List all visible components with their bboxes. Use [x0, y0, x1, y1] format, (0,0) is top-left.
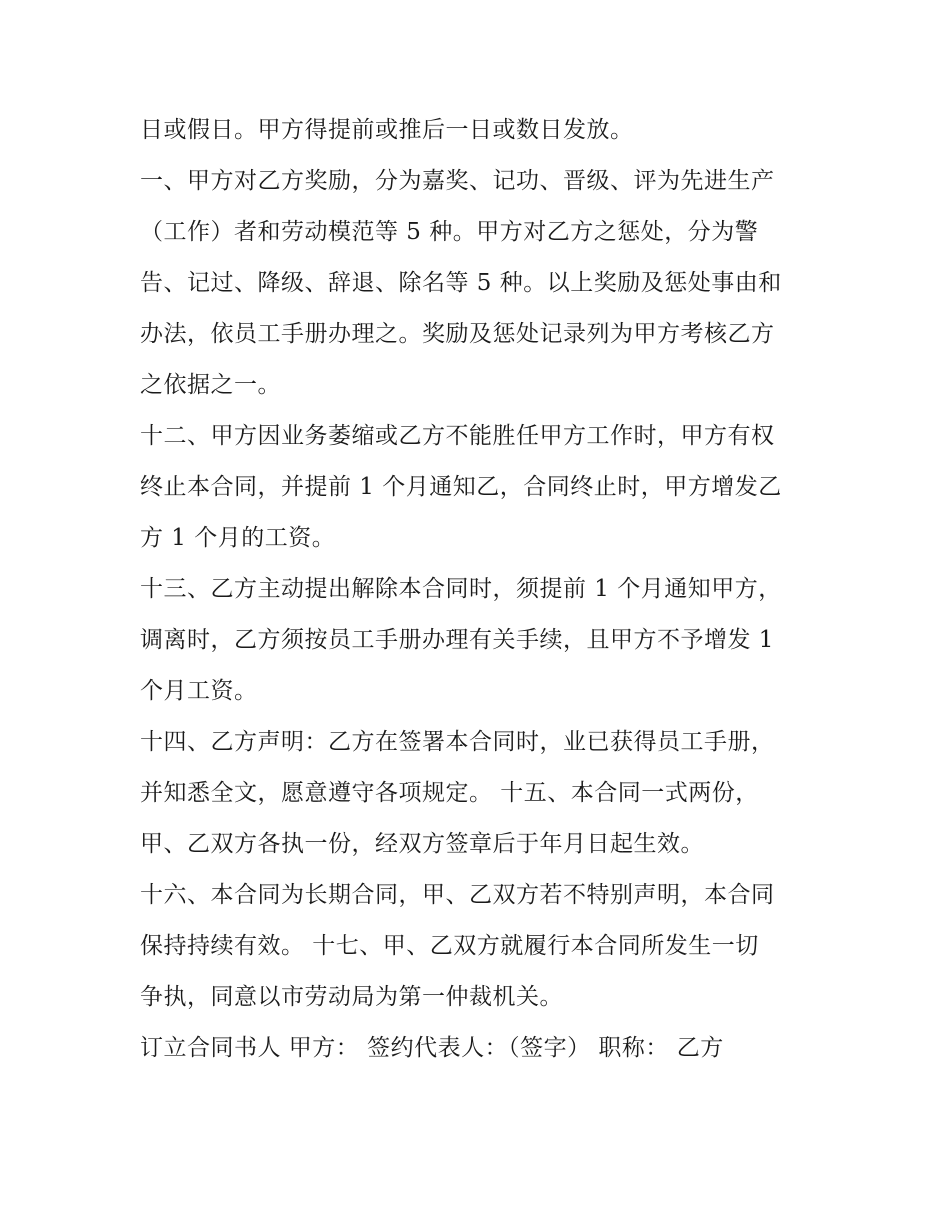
- text-line: 方 1 个月的工资。: [140, 525, 336, 551]
- text-line: 十三、乙方主动提出解除本合同时，须提前 1 个月通知甲方，: [140, 576, 782, 602]
- text-line: 一、甲方对乙方奖励，分为嘉奖、记功、晋级、评为先进生产: [140, 168, 775, 194]
- text-line: 告、记过、降级、辞退、除名等 5 种。以上奖励及惩处事由和: [140, 270, 782, 296]
- text-line: 办法，依员工手册办理之。奖励及惩处记录列为甲方考核乙方: [140, 321, 775, 347]
- text-line: 终止本合同，并提前 1 个月通知乙，合同终止时，甲方增发乙: [140, 474, 782, 500]
- signature-line: 订立合同书人 甲方： 签约代表人：（签字） 职称： 乙方: [140, 1035, 724, 1061]
- text-line: 并知悉全文，愿意遵守各项规定。 十五、本合同一式两份，: [140, 780, 759, 806]
- text-line: 之依据之一。: [140, 372, 281, 398]
- text-line: 调离时，乙方须按员工手册办理有关手续，且甲方不予增发 1: [140, 627, 774, 653]
- text-line: 保持持续有效。 十七、甲、乙双方就履行本合同所发生一切: [140, 933, 759, 959]
- document-body: [140, 105, 820, 1074]
- text-line: 十二、甲方因业务萎缩或乙方不能胜任甲方工作时，甲方有权: [140, 423, 775, 449]
- text-line: 个月工资。: [140, 678, 258, 704]
- text-line: 争执，同意以市劳动局为第一仲裁机关。: [140, 984, 563, 1010]
- text-line: 甲、乙双方各执一份，经双方签章后于年月日起生效。: [140, 831, 704, 857]
- text-line: 十六、本合同为长期合同，甲、乙双方若不特别声明，本合同: [140, 882, 775, 908]
- text-line: （工作）者和劳动模范等 5 种。甲方对乙方之惩处，分为警: [140, 219, 759, 245]
- text-line: 十四、乙方声明：乙方在签署本合同时，业已获得员工手册，: [140, 729, 775, 755]
- text-line: 日或假日。甲方得提前或推后一日或数日发放。: [140, 117, 634, 143]
